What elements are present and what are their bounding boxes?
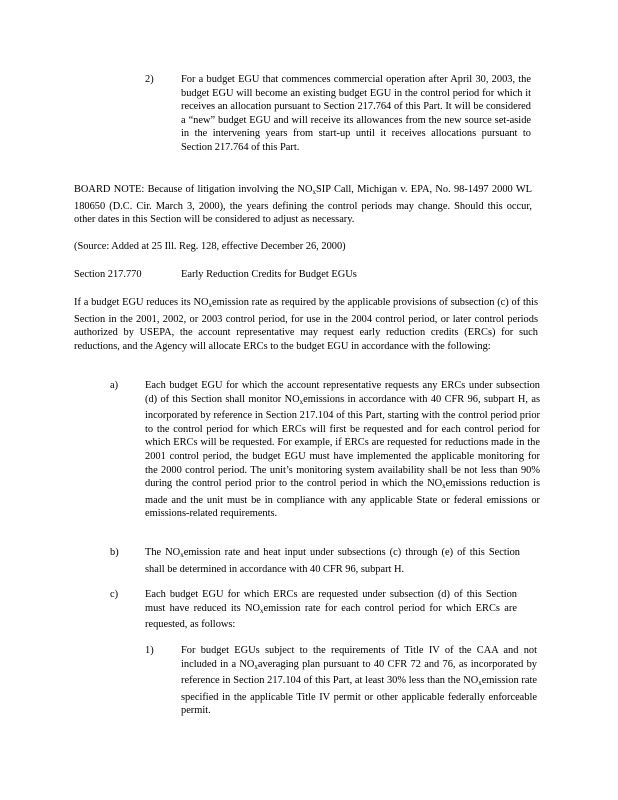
intro-pre: If a budget EGU reduces its NO — [74, 297, 209, 308]
section-number: Section 217.770 — [74, 269, 142, 280]
item-c1-sub1: x — [254, 662, 258, 671]
item-b-p2: emission rate and heat input under subsections (c) through (e) of this Section shall be determined in accordance with 40 CFR 96, subpart H. — [145, 547, 520, 575]
intro-post: emission rate as required by the applicable provisions of subsection (c) of this Section in the 2001, 2002, or 2003 control period, for use in the 2004 control period, or later control periods authorized by USEPA, the account representative may request early reduction credits (ERCs) for such reductions, and the Agency will allocate ERCs to the budget EGU in accordance with the following: — [74, 297, 538, 352]
item-c-p2: emission rate for each control period for which ERCs are requested, as follows: — [145, 602, 517, 631]
item-a-sub2: x — [442, 482, 446, 491]
item-a-p2: emissions in accordance with 40 CFR 96, subpart H, as incorporated by reference in Section 217.104 of this Part, starting with the control period prior to the control period for which ERCs will first be requested and for each control period for which ERCs will be requested. For example, if ERCs are requested for reductions made in the 2001 control period, the budget EGU must have implemented the applicable monitoring for the 2000 control period. The unit’s monitoring system availability shall be not less than 90% during the control period prior to the control period in which the NO — [145, 393, 540, 490]
item-a-p1: Each budget EGU for which the account representative requests any ERCs under subsection (d) of this Section shall monitor NO — [145, 380, 540, 405]
item-c1-p1: For budget EGUs subject to the requirements of Title IV of the CAA and not included in a NO — [181, 645, 537, 670]
item-c1-p3: emission rate specified in the applicable Title IV permit or other applicable federally enforceable permit. — [181, 675, 537, 717]
item-b-sub1: x — [180, 551, 184, 559]
item-c1-text — [181, 644, 537, 718]
item-a-text — [145, 379, 540, 521]
board-note-sub: x — [312, 188, 317, 196]
intro-sub: x — [208, 301, 212, 309]
section-title: Early Reduction Credits for Budget EGUs — [181, 269, 357, 280]
item-c1-sub2: x — [478, 679, 482, 688]
item-c-sub1: x — [260, 606, 264, 615]
intro-paragraph — [74, 296, 538, 353]
source-note: (Source: Added at 25 Ill. Reg. 128, effective December 26, 2000) — [74, 241, 346, 252]
item-a-label: a) — [110, 380, 119, 391]
item-c1-p2: averaging plan pursuant to 40 CFR 72 and 76, as incorporated by reference in Section 217.104 of this Part, at least 30% less than the NO — [181, 658, 537, 687]
item-a-p3: emissions reduction is made and the unit must be in compliance with any applicable State or federal emissions or emissions-related requirements. — [145, 478, 540, 520]
board-note-pre: BOARD NOTE: Because of litigation involving the NO — [74, 184, 313, 195]
item-b-text — [145, 546, 520, 576]
item-c-p1: Each budget EGU for which ERCs are requested under subsection (d) of this Section must have reduced its NO — [145, 589, 517, 614]
item-b-label: b) — [110, 547, 119, 558]
item-a-sub1: x — [299, 397, 304, 406]
item-c1-label: 1) — [145, 645, 154, 656]
item-2-label: 2) — [145, 74, 154, 85]
item-b-p1: The NO — [145, 547, 181, 558]
item-2-text: For a budget EGU that commences commercial operation after April 30, 2003, the budget EGU will become an existing budget EGU in the control period for which it receives an allocation pursuant to Section 217.764 of this Part. It will be considered a “new” budget EGU and will receive its allowances from the new source set-aside in the intervening years from start-up until it receives allocations pursuant to Section 217.764 of this Part. — [181, 74, 531, 153]
item-c-text — [145, 588, 517, 632]
item-c-label: c) — [110, 589, 119, 600]
board-note-post: SIP Call, Michigan v. EPA, No. 98-1497 2000 WL 180650 (D.C. Cir. March 3, 2000), the years defining the control periods may change. Should this occur, other dates in this Section will be considered to adjust as necessary. — [74, 184, 532, 226]
board-note — [74, 183, 532, 227]
